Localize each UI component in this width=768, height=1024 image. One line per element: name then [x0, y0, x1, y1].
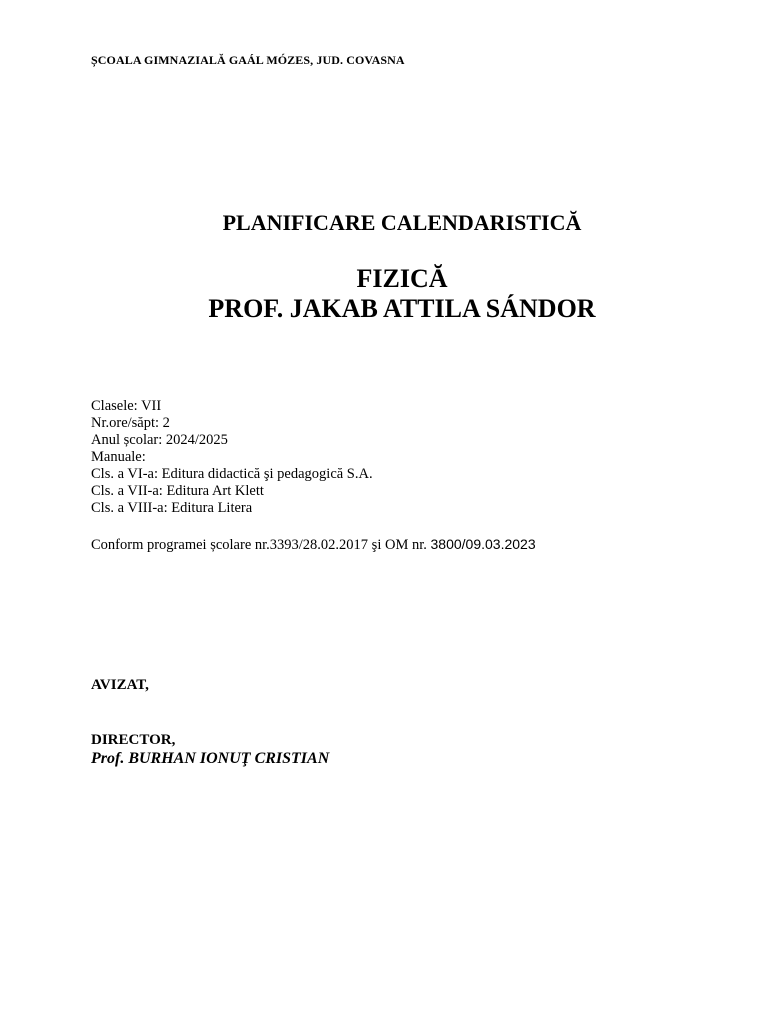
subject-title: FIZICĂ [356, 264, 448, 293]
hours-per-week-line: Nr.ore/săpt: 2 [91, 415, 170, 431]
document-title: PLANIFICARE CALENDARISTICĂ [222, 210, 582, 235]
school-header: ȘCOALA GIMNAZIALĂ GAÁL MÓZES, JUD. COVASNA [91, 53, 405, 67]
director-label: DIRECTOR, [91, 732, 176, 748]
curriculum-reference [91, 536, 536, 554]
director-name: Prof. BURHAN IONUŢ CRISTIAN [91, 750, 330, 767]
classes-line: Clasele: VII [91, 398, 162, 414]
teacher-name: PROF. JAKAB ATTILA SÁNDOR [208, 294, 596, 323]
course-info [91, 398, 373, 517]
textbook-grade-8: Cls. a VIII-a: Editura Litera [91, 500, 253, 516]
order-number: 3800/09.03.2023 [430, 536, 536, 552]
textbook-grade-7: Cls. a VII-a: Editura Art Klett [91, 483, 264, 499]
school-year-line: Anul școlar: 2024/2025 [91, 432, 228, 448]
curriculum-reference-text: Conform programei școlare nr.3393/28.02.2017 şi OM nr. [91, 537, 427, 553]
textbook-grade-6: Cls. a VI-a: Editura didactică şi pedagogică S.A. [91, 466, 373, 482]
textbooks-heading: Manuale: [91, 449, 146, 465]
approval-label: AVIZAT, [91, 677, 149, 693]
